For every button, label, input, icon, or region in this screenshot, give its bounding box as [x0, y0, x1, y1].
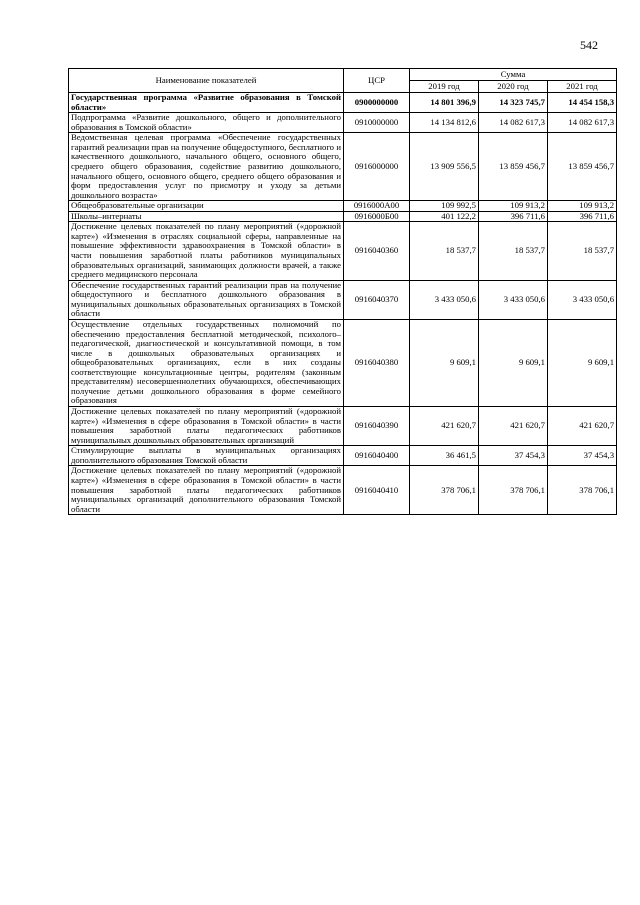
row-value-2021: 37 454,3 — [548, 446, 617, 466]
row-code: 0910000000 — [344, 113, 410, 133]
table-row — [69, 319, 617, 406]
table-row — [69, 113, 617, 133]
row-value-2019: 109 992,5 — [410, 201, 479, 212]
row-name: Достижение целевых показателей по плану мероприятий («дорожной карте») «Изменения в отраслях социальной сферы, направленные на повышение эффективности здравоохранения в Томской области» в части повышения заработной платы работников муниципальных образовательных организаций, занимающих должности врачей, а также среднего медицинского персонала — [69, 222, 344, 280]
row-code: 0916000Б00 — [344, 211, 410, 222]
row-code: 0916040380 — [344, 319, 410, 406]
row-value-2021: 421 620,7 — [548, 407, 617, 446]
table-row — [69, 407, 617, 446]
row-code: 0916040400 — [344, 446, 410, 466]
row-code: 0916000А00 — [344, 201, 410, 212]
row-value-2020: 396 711,6 — [479, 211, 548, 222]
row-name: Подпрограмма «Развитие дошкольного, общего и дополнительного образования в Томской области» — [69, 113, 344, 133]
column-header-2020: 2020 год — [479, 81, 548, 93]
row-value-2019: 36 461,5 — [410, 446, 479, 466]
row-code: 0916040410 — [344, 466, 410, 515]
column-header-code: ЦСР — [344, 69, 410, 93]
row-value-2019: 378 706,1 — [410, 466, 479, 515]
table-row — [69, 93, 617, 113]
page-number: 542 — [580, 38, 598, 52]
row-code: 0916000000 — [344, 133, 410, 201]
row-value-2021: 378 706,1 — [548, 466, 617, 515]
table-row — [69, 280, 617, 319]
row-code: 0916040370 — [344, 280, 410, 319]
row-value-2019: 401 122,2 — [410, 211, 479, 222]
table-row — [69, 211, 617, 222]
row-value-2019: 421 620,7 — [410, 407, 479, 446]
row-value-2020: 37 454,3 — [479, 446, 548, 466]
column-header-sum: Сумма — [410, 69, 617, 81]
row-value-2021: 14 454 158,3 — [548, 93, 617, 113]
row-value-2019: 14 134 812,6 — [410, 113, 479, 133]
row-value-2021: 3 433 050,6 — [548, 280, 617, 319]
row-value-2020: 109 913,2 — [479, 201, 548, 212]
row-name: Государственная программа «Развитие образования в Томской области» — [69, 93, 344, 113]
row-value-2020: 14 323 745,7 — [479, 93, 548, 113]
row-value-2020: 421 620,7 — [479, 407, 548, 446]
row-name: Школы–интернаты — [69, 211, 344, 222]
row-value-2021: 9 609,1 — [548, 319, 617, 406]
row-value-2020: 18 537,7 — [479, 222, 548, 280]
row-name: Осуществление отдельных государственных полномочий по обеспечению предоставления бесплатной методической, психолого–педагогической, диагностической и консультативной помощи, в том числе в дошкольных образовательных организациях и общеобразовательных организациях, если в них созданы соответствующие консультационные центры, родителям (законным представителям) несовершеннолетних обучающихся, обеспечивающих получение детьми дошкольного образования в форме семейного образования — [69, 319, 344, 406]
table-row — [69, 133, 617, 201]
row-value-2021: 14 082 617,3 — [548, 113, 617, 133]
row-name: Ведомственная целевая программа «Обеспечение государственных гарантий реализации прав на получение общедоступного, бесплатного и качественного дошкольного, начального общего, основного общего, среднего общего образования, содействие развитию дошкольного, начального общего, основного общего, среднего общего образования и форм предоставления услуг по присмотру и уходу за детьми дошкольного возраста» — [69, 133, 344, 201]
budget-table — [68, 68, 617, 515]
table-header — [69, 69, 617, 93]
row-value-2019: 13 909 556,5 — [410, 133, 479, 201]
row-value-2020: 3 433 050,6 — [479, 280, 548, 319]
row-value-2020: 9 609,1 — [479, 319, 548, 406]
row-value-2021: 18 537,7 — [548, 222, 617, 280]
column-header-2021: 2021 год — [548, 81, 617, 93]
row-name: Обеспечение государственных гарантий реализации прав на получение общедоступного и бесплатного дошкольного образования в муниципальных дошкольных образовательных организациях в Томской области — [69, 280, 344, 319]
row-value-2019: 18 537,7 — [410, 222, 479, 280]
row-name: Достижение целевых показателей по плану мероприятий («дорожной карте») «Изменения в сфере образования в Томской области» в части повышения заработной платы педагогических работников муниципальных организаций дополнительного образования Томской области — [69, 466, 344, 515]
column-header-2019: 2019 год — [410, 81, 479, 93]
row-name: Достижение целевых показателей по плану мероприятий («дорожной карте») «Изменения в сфере образования в Томской области» в части повышения заработной платы педагогических работников муниципальных дошкольных образовательных организаций — [69, 407, 344, 446]
column-header-name: Наименование показателей — [69, 69, 344, 93]
row-value-2019: 14 801 396,9 — [410, 93, 479, 113]
table-row — [69, 446, 617, 466]
row-value-2019: 3 433 050,6 — [410, 280, 479, 319]
row-value-2020: 14 082 617,3 — [479, 113, 548, 133]
row-value-2021: 109 913,2 — [548, 201, 617, 212]
row-value-2021: 13 859 456,7 — [548, 133, 617, 201]
row-value-2020: 378 706,1 — [479, 466, 548, 515]
table-row — [69, 201, 617, 212]
row-name: Стимулирующие выплаты в муниципальных организациях дополнительного образования Томской области — [69, 446, 344, 466]
row-value-2019: 9 609,1 — [410, 319, 479, 406]
row-value-2020: 13 859 456,7 — [479, 133, 548, 201]
row-code: 0916040390 — [344, 407, 410, 446]
row-code: 0916040360 — [344, 222, 410, 280]
table-row — [69, 466, 617, 515]
table-row — [69, 222, 617, 280]
row-code: 0900000000 — [344, 93, 410, 113]
row-name: Общеобразовательные организации — [69, 201, 344, 212]
row-value-2021: 396 711,6 — [548, 211, 617, 222]
